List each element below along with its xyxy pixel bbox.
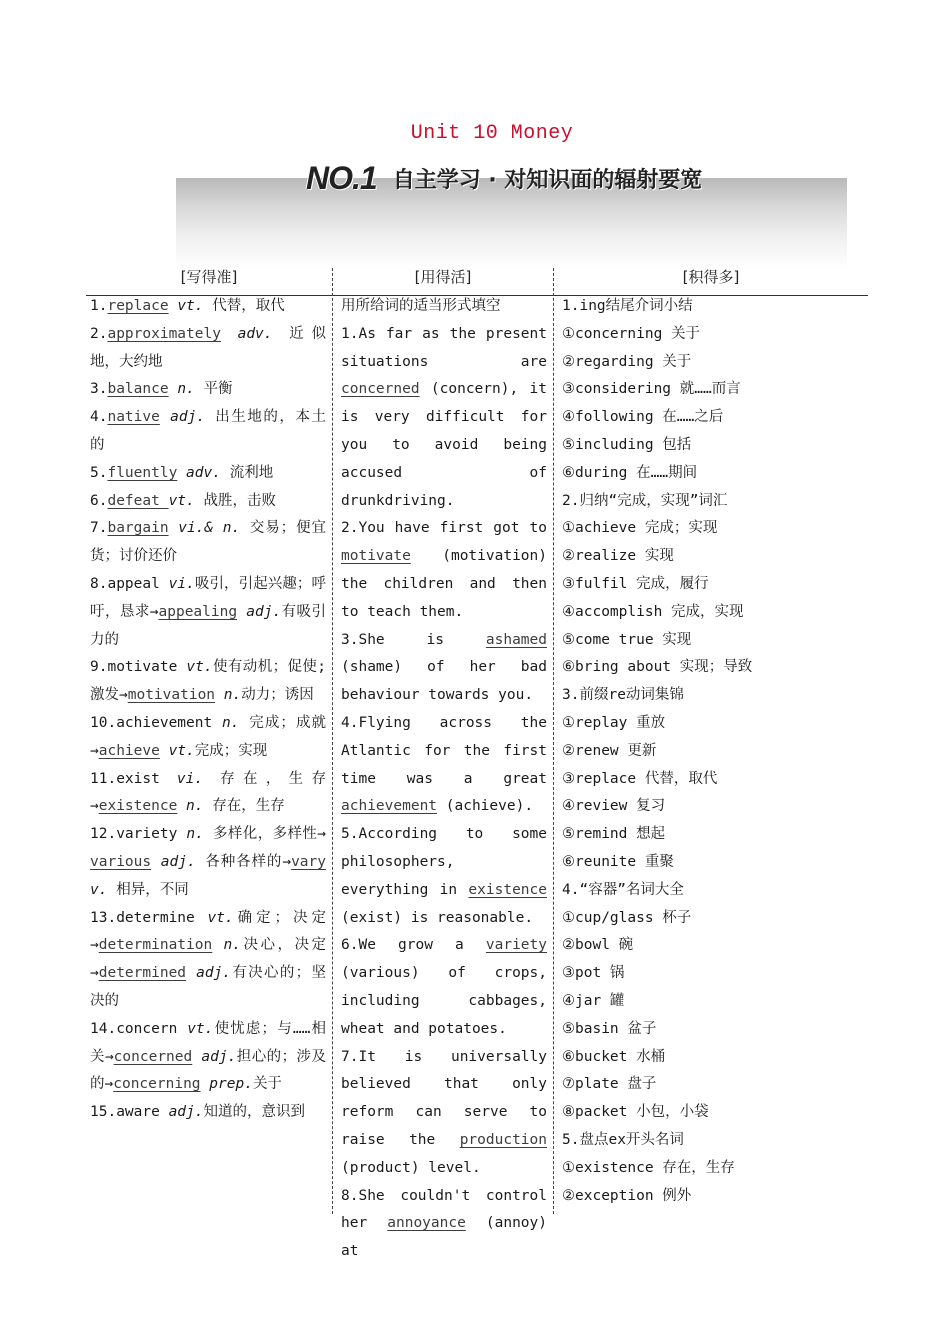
accumulation-item: ⑤basin 盆子 (562, 1020, 657, 1037)
column-header-use: [用得活] (414, 268, 472, 286)
part-of-speech: adj. (196, 965, 232, 982)
accumulation-item: 5.盘点ex开头名词 (562, 1131, 684, 1148)
answer-blank: ashamed (485, 631, 547, 648)
part-of-speech: vt. (168, 492, 195, 509)
accumulation-item: ④jar 罐 (562, 992, 625, 1009)
vocab-item: 13.determine vt.确定；决定→determination n.决心，决定→determined adj.有决心的；坚决的 (90, 909, 327, 1009)
accumulation-item: ①replay 重放 (562, 714, 666, 731)
answer-blank: concerned (113, 1048, 193, 1065)
exercise-column (341, 293, 547, 1266)
part-of-speech: adv. (237, 325, 273, 342)
part-of-speech: n. (222, 714, 240, 731)
answer-blank: balance (107, 381, 169, 398)
column-divider (332, 268, 333, 1214)
accumulation-item: ③replace 代替，取代 (562, 770, 718, 787)
part-of-speech: vt. (187, 1020, 214, 1037)
accumulation-item: ⑤come true 实现 (562, 631, 692, 648)
section-number: NO.1 (306, 159, 377, 196)
part-of-speech: adj. (246, 603, 282, 620)
exercise-item: 2.You have first got to motivate (motivation) the children and then to teach them. (341, 520, 547, 620)
answer-blank: vary (291, 853, 326, 870)
part-of-speech: vt. (186, 659, 213, 676)
vocab-item: 3.balance n. 平衡 (90, 381, 233, 398)
column-divider (553, 268, 554, 1214)
section-heading (306, 158, 702, 198)
exercise-item: 4.Flying across the Atlantic for the first time was a great achievement (achieve). (341, 714, 547, 815)
answer-blank: appealing (158, 603, 238, 620)
exercise-item: 1.As far as the present situations are concerned (concern), it is very difficult for you to avoid being accused of drunkdriving. (341, 325, 547, 509)
answer-blank: annoyance (387, 1215, 466, 1232)
accumulation-item: ⑤remind 想起 (562, 826, 666, 843)
accumulation-item: 2.归纳“完成，实现”词汇 (562, 492, 728, 509)
answer-blank: variety (485, 937, 547, 954)
accumulation-item: ①achieve 完成；实现 (562, 520, 718, 537)
answer-blank: replace (107, 298, 169, 314)
part-of-speech: vt. (168, 742, 195, 759)
vocab-item: 11.exist vi. 存在，生存→existence n. 存在，生存 (90, 770, 326, 815)
accumulation-item: 3.前缀re动词集锦 (562, 687, 684, 704)
accumulation-item: ②renew 更新 (562, 742, 657, 759)
vocab-item: 5.fluently adv. 流利地 (90, 464, 274, 481)
answer-blank: existence (98, 798, 178, 815)
accumulation-item: ③considering 就……而言 (562, 381, 741, 398)
vocab-item: 1.replace vt. 代替，取代 (90, 298, 285, 314)
part-of-speech: n. (223, 687, 242, 704)
exercise-item: 8.She couldn't control her annoyance (annoy) at (341, 1187, 547, 1260)
vocab-item: 4.native adj. 出生地的，本土的 (90, 409, 326, 453)
part-of-speech: prep. (209, 1076, 253, 1093)
part-of-speech: n. (223, 937, 241, 954)
accumulation-item: ⑤including 包括 (562, 436, 692, 453)
part-of-speech: adj. (170, 409, 206, 426)
accumulation-item: ③fulfil 完成，履行 (562, 575, 709, 592)
answer-blank: various (90, 853, 152, 870)
vocab-item: 14.concern vt.使忧虑；与……相关→concerned adj.担心的；涉及的→concerning prep.关于 (90, 1020, 326, 1093)
vocabulary-column (90, 293, 326, 1127)
part-of-speech: vi. (176, 770, 204, 787)
part-of-speech: adj. (201, 1048, 237, 1065)
part-of-speech: adv. (186, 464, 221, 481)
section-title: 自主学习 · 对知识面的辐射要宽 (392, 167, 703, 193)
part-of-speech: v. (90, 881, 108, 898)
answer-blank: approximately (107, 325, 221, 342)
part-of-speech: vt. (207, 909, 234, 926)
part-of-speech: adj. (168, 1104, 204, 1121)
accumulation-item: ⑦plate 盘子 (562, 1076, 657, 1093)
vocab-item: 10.achievement n. 完成；成就→achieve vt.完成；实现 (90, 714, 327, 759)
answer-blank: defeat (107, 492, 169, 509)
accumulation-item: ③pot 锅 (562, 965, 625, 982)
answer-blank: native (107, 409, 160, 426)
accumulation-item: ⑥during 在……期间 (562, 464, 698, 481)
accumulation-item: ②bowl 碗 (562, 937, 634, 954)
answer-blank: fluently (107, 464, 178, 481)
exercise-item: 7.It is universally believed that only reform can serve to raise the production (product) level. (341, 1048, 547, 1176)
part-of-speech: vi. (168, 575, 195, 592)
answer-blank: existence (468, 881, 547, 898)
accumulation-item: ④review 复习 (562, 798, 666, 815)
answer-blank: bargain (107, 520, 169, 537)
exercise-item: 6.We grow a variety (various) of crops, including cabbages, wheat and potatoes. (341, 937, 547, 1037)
vocab-item: 9.motivate vt.使有动机；促使;激发→motivation n.动力；诱因 (90, 659, 326, 704)
accumulation-item: ②regarding 关于 (562, 353, 692, 370)
accumulation-item: ②realize 实现 (562, 548, 674, 565)
part-of-speech: vt. (177, 298, 204, 314)
part-of-speech: n. (177, 381, 195, 398)
answer-blank: determined (98, 965, 187, 982)
part-of-speech: n. (186, 798, 204, 815)
exercise-item: 3.She is ashamed (shame) of her bad behaviour towards you. (341, 631, 547, 704)
answer-blank: achieve (98, 742, 160, 759)
vocab-item: 6.defeat vt. 战胜，击败 (90, 492, 277, 509)
answer-blank: concerning (113, 1076, 201, 1093)
accumulation-item: ⑥bucket 水桶 (562, 1048, 666, 1065)
part-of-speech: vi.& n. (178, 520, 241, 537)
vocab-item: 15.aware adj.知道的，意识到 (90, 1104, 305, 1121)
answer-blank: achievement (341, 798, 438, 815)
answer-blank: production (459, 1131, 547, 1148)
accumulation-item: ①existence 存在，生存 (562, 1159, 735, 1176)
answer-blank: motivate (341, 548, 411, 565)
answer-blank: concerned (341, 381, 420, 398)
vocab-item: 8.appeal vi.吸引，引起兴趣；呼吁，恳求→appealing adj.有吸引力的 (90, 575, 326, 648)
accumulation-item: ①concerning 关于 (562, 325, 701, 342)
accumulation-item: ⑥bring about 实现；导致 (562, 659, 753, 676)
accumulation-item: ⑧packet 小包，小袋 (562, 1104, 709, 1121)
column-header-write: [写得准] (180, 268, 238, 286)
vocab-item: 2.approximately adv. 近似地，大约地 (90, 325, 327, 370)
accumulation-column (562, 293, 852, 1210)
accumulation-item: ⑥reunite 重聚 (562, 853, 674, 870)
unit-title: Unit 10 Money (410, 122, 574, 145)
column-header-accumulate: [积得多] (682, 268, 740, 286)
accumulation-item: ④following 在……之后 (562, 409, 724, 426)
accumulation-item: 4.“容器”名词大全 (562, 881, 684, 898)
vocab-item: 12.variety n. 多样化，多样性→ various adj. 各种各样的→vary v. 相异，不同 (90, 826, 326, 898)
accumulation-item: ①cup/glass 杯子 (562, 909, 692, 926)
answer-blank: motivation (127, 687, 216, 704)
accumulation-item: ④accomplish 完成，实现 (562, 603, 744, 620)
part-of-speech: adj. (160, 853, 196, 870)
accumulation-item: 1.ing结尾介词小结 (562, 298, 693, 314)
part-of-speech: n. (186, 826, 204, 843)
accumulation-item: ②exception 例外 (562, 1187, 692, 1204)
answer-blank: determination (98, 937, 213, 954)
exercise-item: 用所给词的适当形式填空 (341, 298, 501, 314)
exercise-item: 5.According to some philosophers, everything in existence (exist) is reasonable. (341, 826, 547, 926)
vocab-item: 7.bargain vi.& n. 交易；便宜货；讨价还价 (90, 520, 326, 565)
